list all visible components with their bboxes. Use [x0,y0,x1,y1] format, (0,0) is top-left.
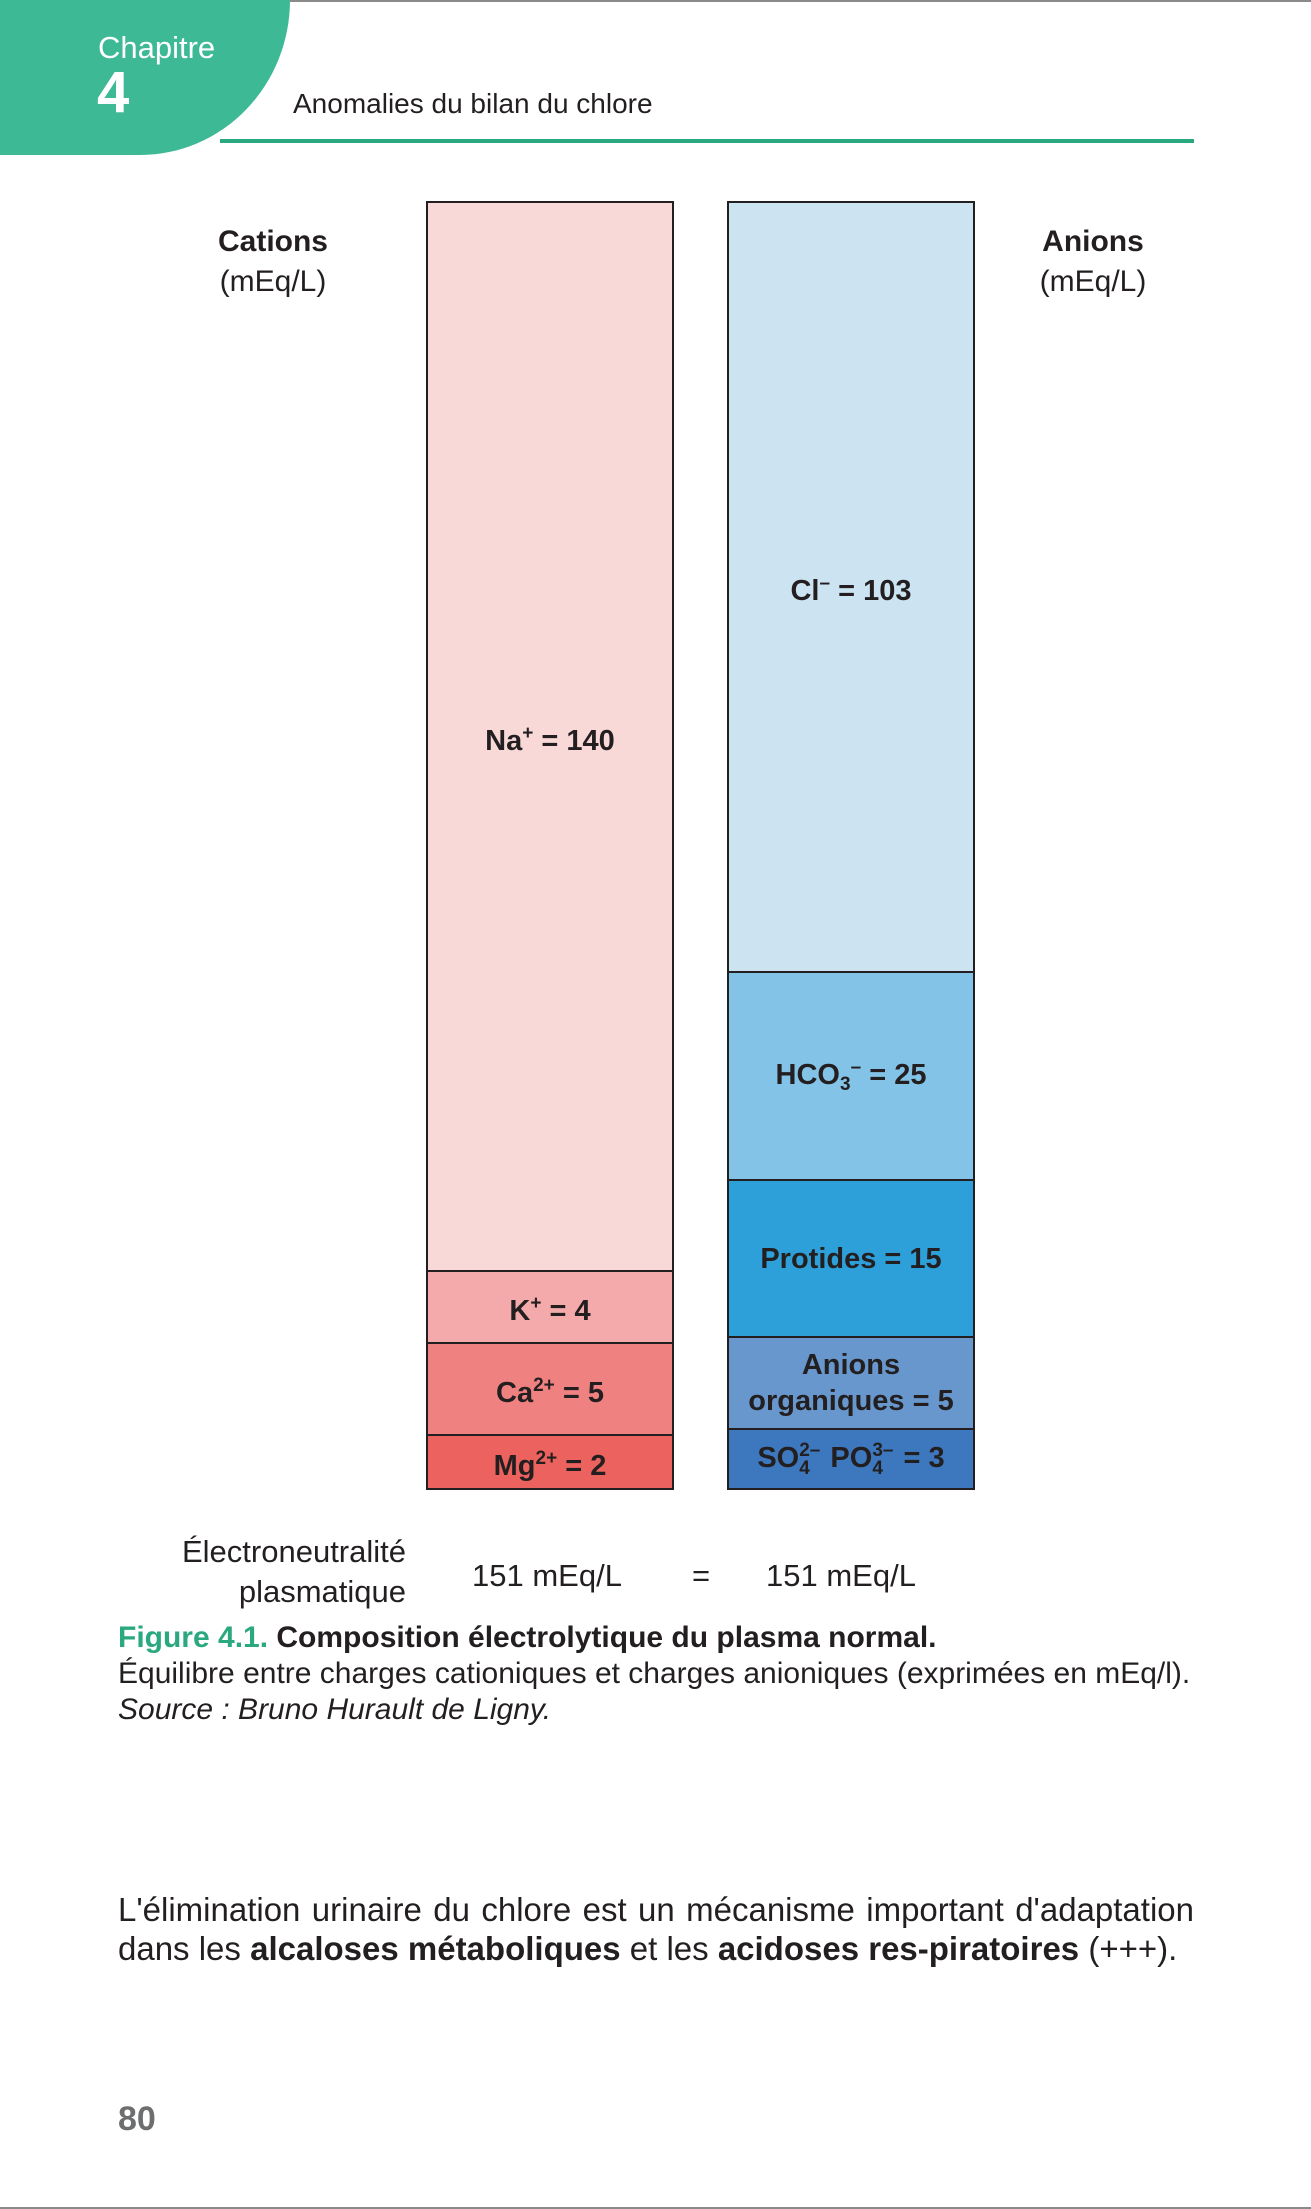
segment-ca [428,1342,672,1434]
cations-heading: Cations [217,225,328,258]
anions-unit: (mEq/L) [1039,265,1147,298]
figure-description: Équilibre entre charges cationiques et charges anioniques (exprimées en mEq/l). [118,1657,1191,1690]
label-organic-anions: Anions organiques = 5 [748,1349,954,1417]
cations-title [193,222,353,302]
label-ca: $Ca^{2+} = 5$ [496,1374,604,1409]
anions-column [727,201,975,1490]
segment-so4-po4 [729,1428,973,1488]
figure-caption [118,1620,1198,1728]
segment-k [428,1270,672,1342]
cations-column [426,201,674,1490]
segment-organic-anions [729,1336,973,1428]
header-rule [220,139,1194,143]
neutrality-anions-total: 151 mEq/L [766,1558,916,1593]
chapter-number: 4 [97,60,130,125]
neutrality-cations-total: 151 mEq/L [472,1558,622,1593]
cations-unit: (mEq/L) [219,265,327,298]
label-protides: Protides = 15 [760,1242,942,1275]
segment-mg [428,1434,672,1488]
label-k: K+ = 4 [509,1292,591,1327]
neutrality-label: Électroneutralité plasmatique [181,1534,406,1609]
label-hco3: $HCO_3^- = 25$ [775,1056,927,1095]
segment-na [428,203,672,1272]
figure-title: Composition électrolytique du plasma normal. [276,1621,937,1654]
anions-title [1013,222,1173,302]
segment-hco3 [729,971,973,1179]
anions-heading: Anions [1042,225,1144,258]
neutrality-equals: = [692,1558,711,1593]
label-cl: Cl– = 103 [790,573,912,607]
label-mg: $Mg^{2+} = 2$ [493,1447,607,1482]
segment-cl [729,203,973,972]
figure-number: Figure 4.1. [118,1621,269,1654]
chapter-tab [0,0,290,155]
chapter-label: Chapitre [98,30,216,65]
figure-source: Source : Bruno Hurault de Ligny. [118,1693,552,1726]
running-title: Anomalies du bilan du chlore [293,88,653,119]
segment-protides [729,1179,973,1336]
label-na: Na+ = 140 [485,723,615,757]
body-paragraph: L'élimination urinaire du chlore est un mécanisme important d'adaptation dans les alcaloses métaboliques et les acidoses res-piratoires (+++). [118,1891,1194,1967]
label-so4-po4: SO 2– 4 PO 3– 4 = 3 [757,1439,945,1479]
page-number: 80 [118,2100,156,2138]
